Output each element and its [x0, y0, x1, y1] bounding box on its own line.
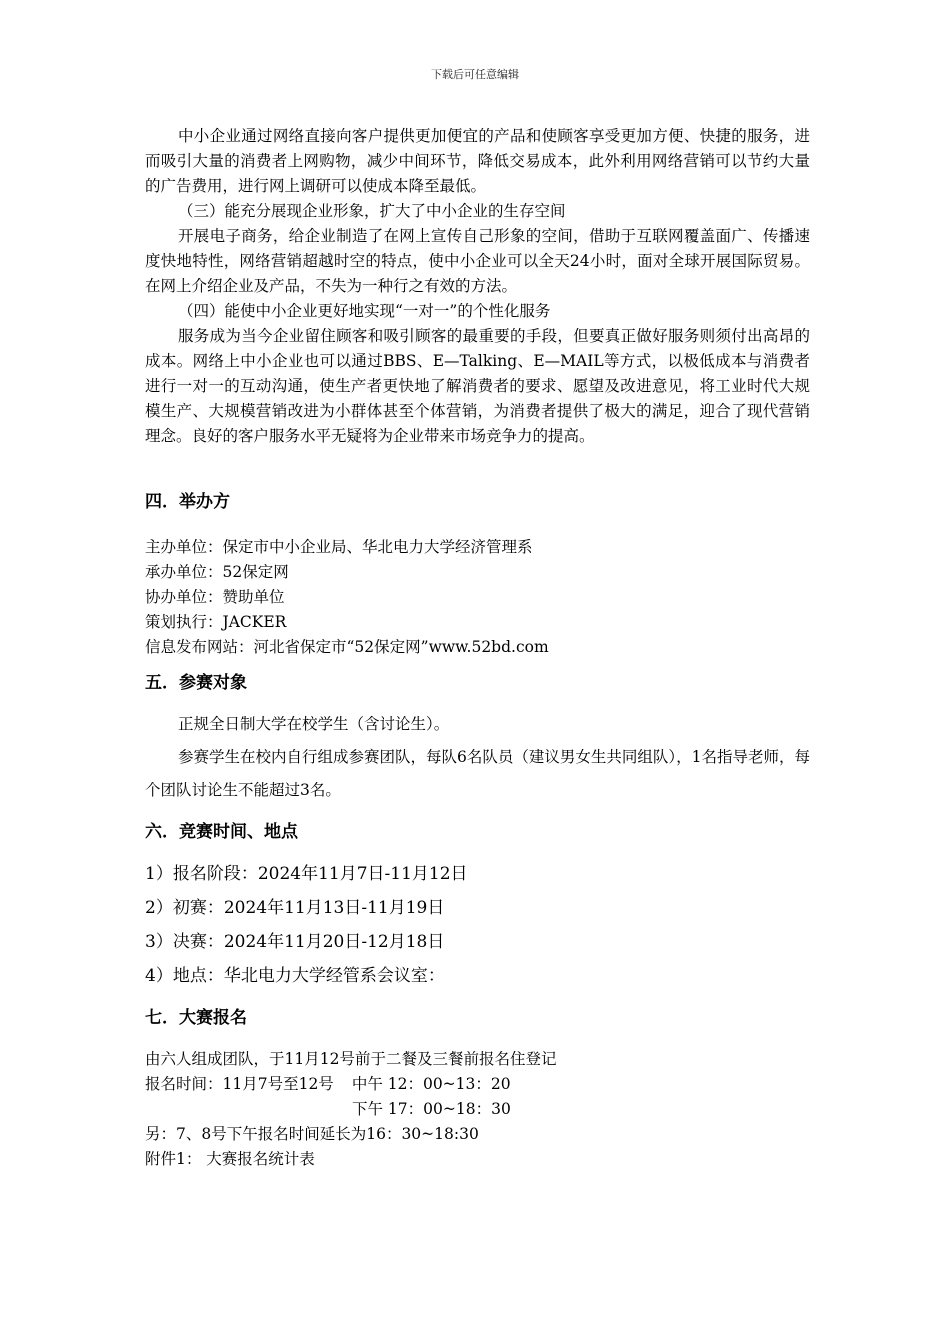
planner: 策划执行：JACKER	[145, 613, 287, 631]
participant-eligibility: 正规全日制大学在校学生（含讨论生）。	[178, 715, 450, 733]
schedule-item-registration: 1）报名阶段：2024年11月7日-11月12日	[145, 864, 468, 884]
registration-intro: 由六人组成团队，于11月12号前于二餐及三餐前报名住登记	[145, 1050, 557, 1068]
registration-time	[145, 1072, 810, 1097]
schedule-item-final: 3）决赛：2024年11月20日-12月18日	[145, 932, 445, 952]
section-title-schedule: 六．竞赛时间、地点	[145, 822, 298, 842]
schedule-item-preliminary: 2）初赛：2024年11月13日-11月19日	[145, 898, 445, 918]
section-title-registration: 七．大赛报名	[145, 1008, 247, 1028]
host-unit: 主办单位：保定市中小企业局、华北电力大学经济管理系	[145, 538, 533, 556]
registration-noon: 中午 12：00~13：20	[351, 1075, 511, 1093]
section-title-participants: 五．参赛对象	[145, 673, 247, 693]
section-title-organizers: 四．举办方	[145, 492, 230, 512]
info-website: 信息发布网站：河北省保定市“52保定网”www.52bd.com	[145, 638, 549, 656]
paragraph-personalized-service: 服务成为当今企业留住顾客和吸引顾客的最重要的手段，但要真正做好服务则须付出高昂的成本。网络上中小企业也可以通过BBS、E—Talking、E—MAIL等方式，以极低成本与消费者进行一对一的互动沟通，使生产者更快地了解消费者的要求、愿望及改进意见，将工业时代大规模生产、大规模营销改进为小群体甚至个体营销，为消费者提供了极大的满足，迎合了现代营销理念。良好的客户服务水平无疑将为企业带来市场竞争力的提高。	[145, 327, 810, 445]
schedule-list	[145, 857, 810, 993]
document-body	[145, 124, 810, 1172]
schedule-item-location: 4）地点：华北电力大学经管系会议室：	[145, 966, 445, 986]
attachment-note: 附件1： 大赛报名统计表	[145, 1150, 315, 1168]
registration-dates: 报名时间：11月7号至12号	[145, 1075, 334, 1093]
registration-afternoon: 下午 17：00~18：30	[352, 1100, 511, 1118]
paragraph-cost-reduction: 中小企业通过网络直接向客户提供更加便宜的产品和使顾客享受更加方便、快捷的服务，进而吸引大量的消费者上网购物，减少中间环节，降低交易成本，此外利用网络营销可以节约大量的广告费用，进行网上调研可以使成本降至最低。	[145, 127, 810, 195]
page-header: 下载后可任意编辑	[431, 68, 519, 81]
registration-extension: 另：7、8号下午报名时间延长为16：30~18:30	[145, 1125, 479, 1143]
organizer-unit: 承办单位：52保定网	[145, 563, 289, 581]
paragraph-enterprise-image: 开展电子商务，给企业制造了在网上宣传自己形象的空间，借助于互联网覆盖面广、传播速度快地特性，网络营销超越时空的特点，使中小企业可以全天24小时，面对全球开展国际贸易。在网上介绍企业及产品，不失为一种行之有效的方法。	[145, 227, 810, 295]
team-composition: 参赛学生在校内自行组成参赛团队，每队6名队员（建议男女生共同组队），1名指导老师，每个团队讨论生不能超过3名。	[145, 748, 810, 799]
co-organizer-unit: 协办单位：赞助单位	[145, 588, 285, 606]
subheading-enterprise-image: （三）能充分展现企业形象，扩大了中小企业的生存空间	[178, 202, 566, 220]
subheading-personalized-service: （四）能使中小企业更好地实现“一对一”的个性化服务	[178, 302, 551, 320]
